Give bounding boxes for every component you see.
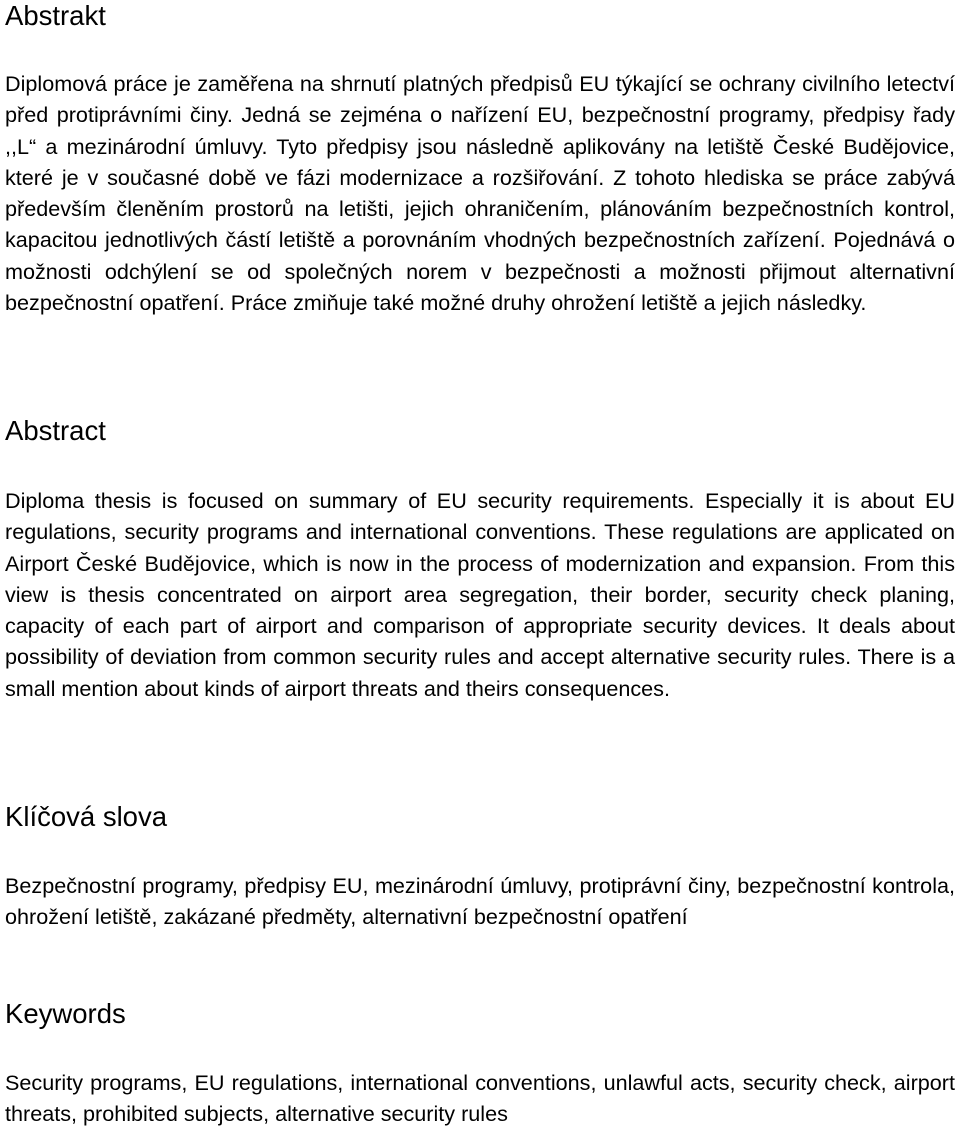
section-abstract — [5, 415, 955, 704]
klicova-slova-paragraph: Bezpečnostní programy, předpisy EU, mezinárodní úmluvy, protiprávní činy, bezpečnostní kontrola, ohrožení letiště, zakázané předměty, alternativní bezpečnostní opatření — [5, 873, 955, 930]
abstrakt-paragraph: Diplomová práce je zaměřena na shrnutí platných předpisů EU týkající se ochrany civilního letectví před protiprávními činy. Jedná se zejména o nařízení EU, bezpečnostní programy, předpisy řady ,,L“ a mezinárodní úmluvy. Tyto předpisy jsou následně aplikovány na letiště České Budějovice, které je v současné době ve fázi modernizace a rozšiřování. Z tohoto hlediska se práce zabývá především členěním prostorů na letišti, jejich ohraničením, plánováním bezpečnostních kontrol, kapacitou jednotlivých částí letiště a porovnáním vhodných bezpečnostních zařízení. Pojednává o možnosti odchýlení se od společných norem v bezpečnosti a možnosti přijmout alternativní bezpečnostní opatření. Práce zmiňuje také možné druhy ohrožení letiště a jejich následky. — [5, 71, 955, 316]
abstract-paragraph: Diploma thesis is focused on summary of EU security requirements. Especially it is about EU regulations, security programs and international conventions. These regulations are applicated on Airport České Budějovice, which is now in the process of modernization and expansion. From this view is thesis concentrated on airport area segregation, their border, security check planing, capacity of each part of airport and comparison of appropriate security devices. It deals about possibility of deviation from common security rules and accept alternative security rules. There is a small mention about kinds of airport threats and theirs consequences. — [5, 488, 955, 701]
section-klicova-slova — [5, 801, 955, 933]
heading-abstrakt: Abstrakt — [5, 0, 106, 31]
heading-keywords: Keywords — [5, 998, 126, 1029]
heading-abstract: Abstract — [5, 415, 106, 446]
section-keywords — [5, 998, 955, 1130]
heading-klicova-slova: Klíčová slova — [5, 801, 168, 832]
keywords-paragraph: Security programs, EU regulations, international conventions, unlawful acts, security check, airport threats, prohibited subjects, alternative security rules — [5, 1070, 955, 1127]
section-abstrakt — [5, 0, 955, 318]
